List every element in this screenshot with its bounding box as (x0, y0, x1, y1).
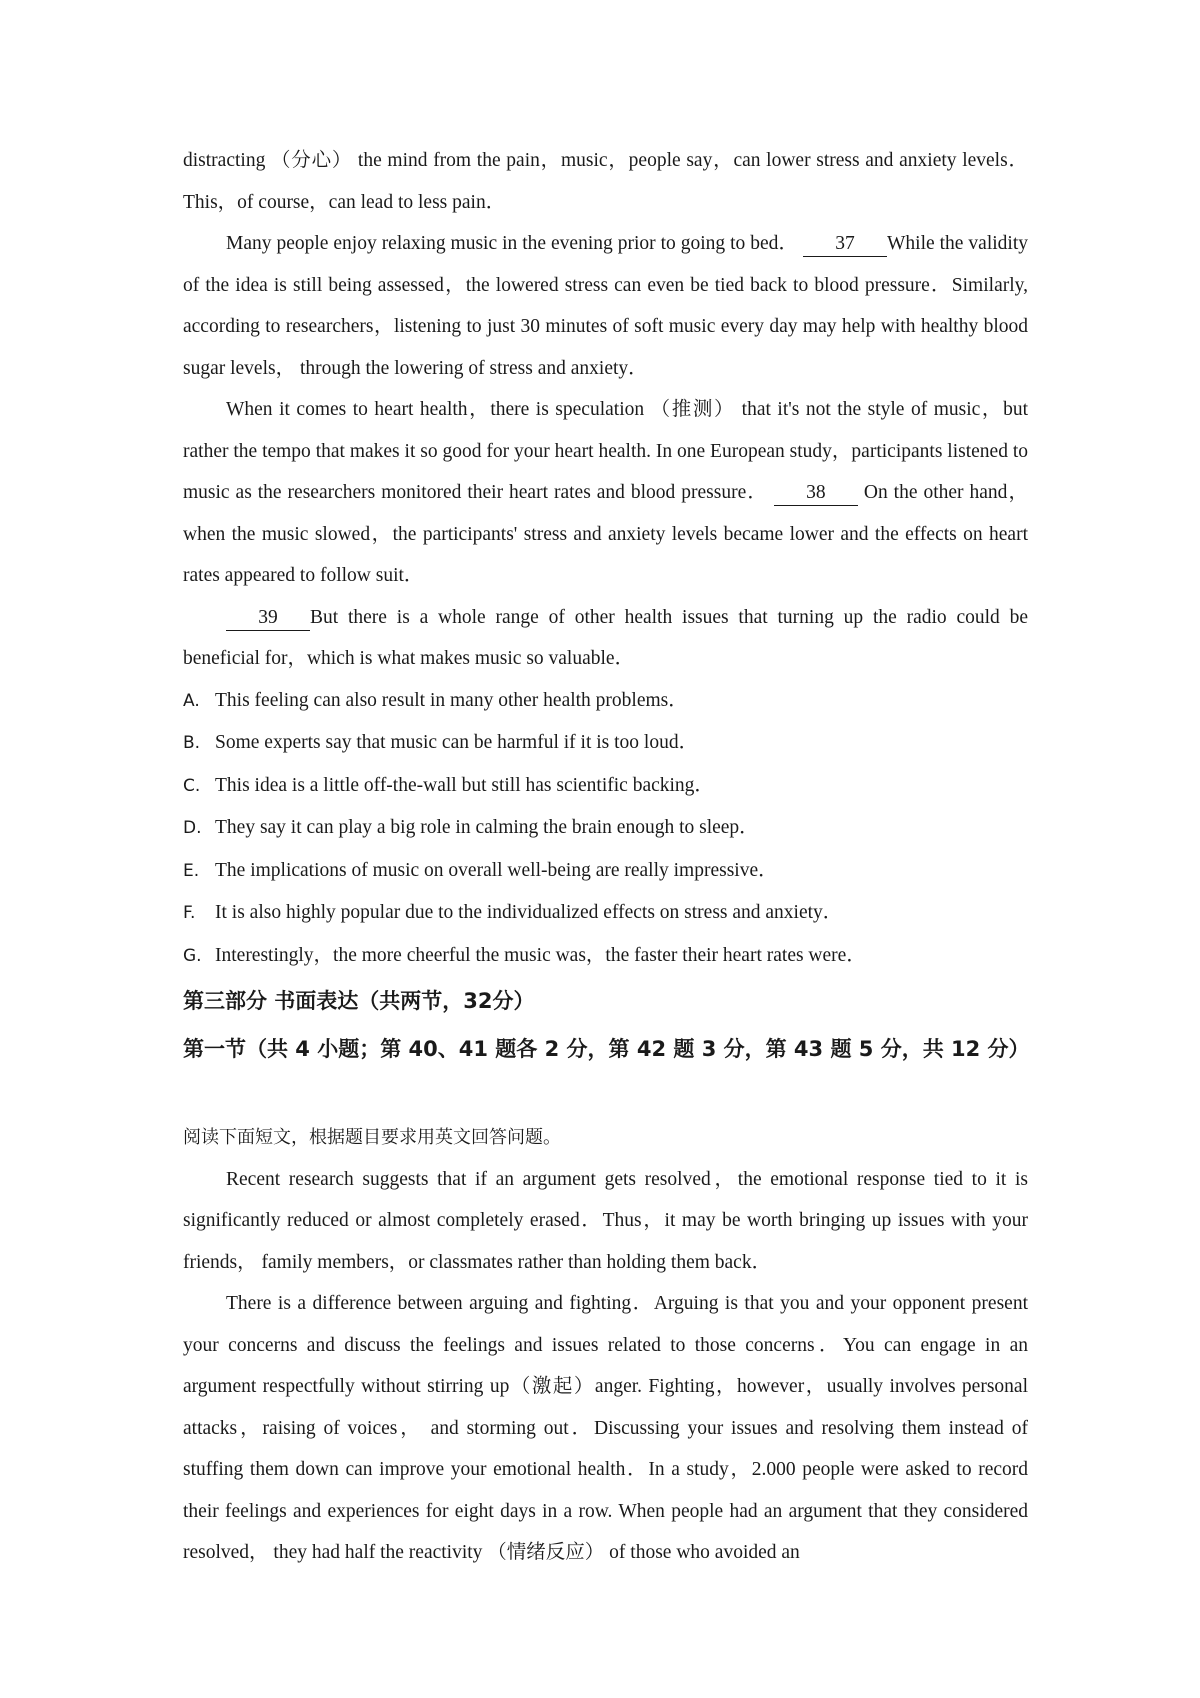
option-letter: A. (183, 690, 200, 711)
option-text: The implications of music on overall well-being are really impressive． (215, 859, 778, 881)
document-page (183, 140, 1028, 1574)
paragraph-2-rest-text: While the validity of the idea is still being assessed，the lowered stress can even be tied back to blood pressure．Similarly, according to researchers，listening to just 30 minutes of soft music every day may help with healthy blood sugar levels， through the lowering of stress and anxiety． (183, 233, 1029, 379)
option-letter: G. (183, 945, 202, 966)
option-letter: C. (183, 775, 201, 796)
option-d[interactable] (183, 807, 1028, 850)
option-text: This idea is a little off-the-wall but still has scientific backing． (215, 774, 714, 796)
blank-38[interactable]: 38 (774, 481, 858, 506)
option-b[interactable] (183, 722, 1028, 765)
passage1-paragraph-2 (183, 223, 1028, 389)
option-a[interactable] (183, 680, 1028, 723)
option-letter: D. (183, 818, 202, 838)
paragraph-3-rest-text: On the other hand，when the music slowed，the participants' stress and anxiety levels became lower and the effects on heart rates appeared to follow suit． (183, 482, 1028, 586)
option-e[interactable] (183, 850, 1028, 893)
passage1-paragraph-4 (183, 597, 1028, 680)
paragraph-3-lead-text: When it comes to heart health，there is speculation （推测） that it's not the style of music，but rather the tempo that makes it so good for your heart health. In one European study，participants listened to music as the researchers monitored their heart rates and blood pressure． (183, 399, 1028, 503)
option-f[interactable] (183, 892, 1028, 935)
option-text: Some experts say that music can be harmful if it is too loud． (215, 732, 699, 753)
option-text: They say it can play a big role in calming the brain enough to sleep． (215, 817, 759, 838)
option-text: This feeling can also result in many other health problems． (215, 689, 688, 711)
option-letter: B. (183, 733, 201, 753)
passage1-paragraph-3 (183, 389, 1028, 597)
passage2-paragraph-2: There is a difference between arguing and fighting．Arguing is that you and your opponent present your concerns and discuss the feelings and issues related to those concerns．You can engage in an argument respectfully without stirring up（激起）anger. Fighting，however，usually involves personal attacks，raising of voices， and storming out．Discussing your issues and resolving them instead of stuffing them down can improve your emotional health．In a study，2.000 people were asked to record their feelings and experiences for eight days in a row. When people had an argument that they considered resolved， they had half the reactivity （情绪反应） of those who avoided an (183, 1293, 1028, 1563)
passage1-paragraph-1: distracting （分心） the mind from the pain，music，people say，can lower stress and anxiety levels．This，of course，can lead to less pain． (183, 150, 1028, 213)
option-g[interactable] (183, 935, 1028, 978)
section-subheading: 第一节（共 4 小题；第 40、41 题各 2 分，第 42 题 3 分，第 43 题 5 分，共 12 分） (183, 1037, 1030, 1061)
options-list (183, 680, 1028, 978)
option-text: Interestingly，the more cheerful the music was，the faster their heart rates were． (215, 944, 866, 966)
option-letter: F. (183, 903, 196, 923)
option-c[interactable] (183, 765, 1028, 808)
blank-37[interactable]: 37 (803, 232, 887, 257)
section-heading: 第三部分 书面表达（共两节，32分） (183, 989, 535, 1013)
passage2-paragraph-1: Recent research suggests that if an argument gets resolved，the emotional response tied to it is significantly reduced or almost completely erased．Thus，it may be worth bringing up issues with your friends， family members，or classmates rather than holding them back． (183, 1168, 1028, 1273)
option-letter: E. (183, 860, 200, 881)
option-text: It is also highly popular due to the individualized effects on stress and anxiety． (215, 902, 843, 923)
paragraph-4-rest-text: But there is a whole range of other health issues that turning up the radio could be beneficial for，which is what makes music so valuable． (183, 606, 1028, 669)
blank-39[interactable]: 39 (226, 606, 310, 631)
instruction-text: 阅读下面短文，根据题目要求用英文回答问题。 (183, 1127, 561, 1148)
paragraph-2-lead-text: Many people enjoy relaxing music in the evening prior to going to bed． (226, 233, 799, 254)
